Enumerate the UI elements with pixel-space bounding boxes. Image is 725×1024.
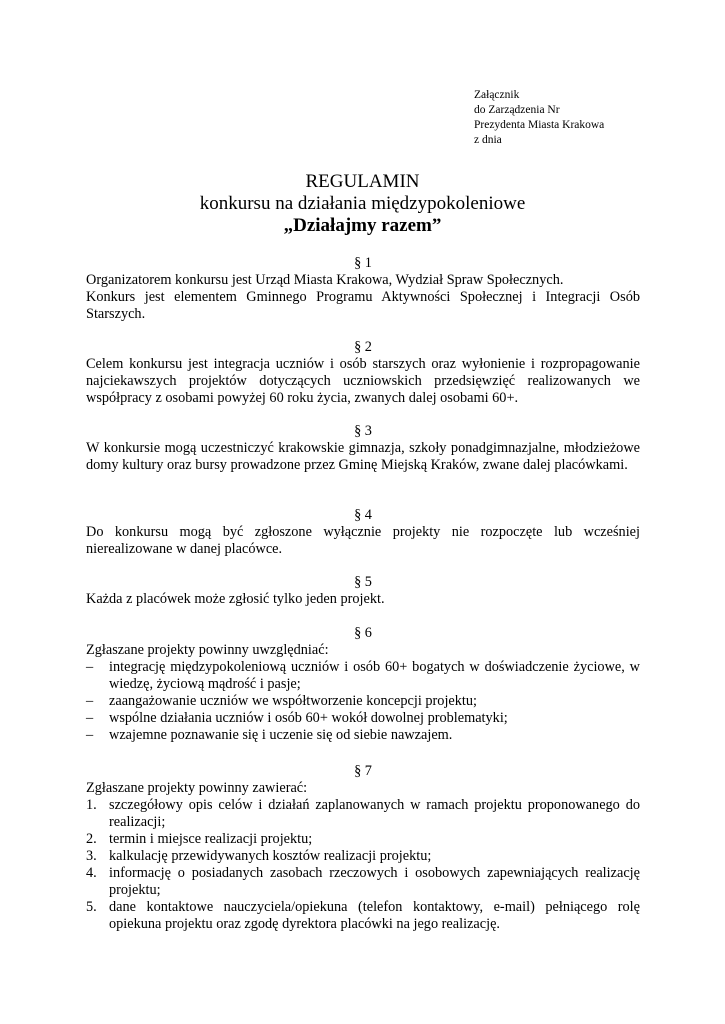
section-heading: § 6	[354, 625, 372, 641]
list-number: 5.	[86, 899, 97, 915]
paragraph: Każda z placówek może zgłosić tylko jeden projekt.	[86, 591, 385, 607]
paragraph: Konkurs jest elementem Gminnego Programu Aktywności Społecznej i Integracji Osób Starszych.	[86, 289, 640, 322]
annex-note	[474, 88, 704, 148]
section-heading: § 7	[354, 763, 372, 779]
list-number: 1.	[86, 797, 97, 813]
list-item	[86, 693, 640, 710]
annex-line: Prezydenta Miasta Krakowa	[474, 119, 605, 131]
section-2	[86, 339, 640, 407]
dash-bullet: –	[86, 659, 94, 675]
section-heading: § 5	[354, 574, 372, 590]
annex-line: Załącznik	[474, 89, 520, 101]
list-item	[86, 727, 640, 744]
list-item-text: szczegółowy opis celów i działań zaplanowanych w ramach projektu proponowanego do realizacji;	[109, 797, 640, 830]
section-7	[86, 763, 640, 933]
dash-bullet: –	[86, 727, 94, 743]
list-item	[86, 797, 640, 831]
paragraph: Celem konkursu jest integracja uczniów i osób starszych oraz wyłonienie i rozpropagowanie najciekawszych projektów dotyczących uczniowskich przedsięwzięć realizowanych we współpracy z osobami powyżej 60 roku życia, zwanych dalej osobami 60+.	[86, 356, 640, 406]
section-heading: § 1	[354, 255, 372, 271]
dash-bullet: –	[86, 693, 94, 709]
annex-line: do Zarządzenia Nr	[474, 104, 560, 116]
list-item-text: dane kontaktowe nauczyciela/opiekuna (telefon kontaktowy, e-mail) pełniącego rolę opiekuna projektu oraz zgodę dyrektora placówki na jego realizację.	[109, 899, 640, 932]
paragraph: Organizatorem konkursu jest Urząd Miasta Krakowa, Wydział Spraw Społecznych.	[86, 272, 564, 288]
list-item-text: wzajemne poznawanie się i uczenie się od siebie nawzajem.	[109, 727, 453, 743]
list-item	[86, 848, 640, 865]
section-5	[86, 574, 640, 608]
list-number: 4.	[86, 865, 97, 881]
document-subtitle: konkursu na działania międzypokoleniowe	[199, 193, 526, 214]
list-number: 3.	[86, 848, 97, 864]
list-item	[86, 899, 640, 933]
list-item-text: integrację międzypokoleniową uczniów i osób 60+ bogatych w doświadczenie życiowe, w wiedzę, życiową mądrość i pasje;	[109, 659, 640, 692]
title-block	[0, 171, 725, 237]
section-heading: § 3	[354, 423, 372, 439]
list-item	[86, 831, 640, 848]
document-title: REGULAMIN	[305, 171, 420, 192]
list-item-text: kalkulację przewidywanych kosztów realizacji projektu;	[109, 848, 432, 864]
list-number: 2.	[86, 831, 97, 847]
paragraph: Do konkursu mogą być zgłoszone wyłącznie projekty nie rozpoczęte lub wcześniej nierealizowane w danej placówce.	[86, 524, 640, 557]
section-heading: § 2	[354, 339, 372, 355]
list-item-text: informację o posiadanych zasobach rzeczowych i osobowych zapewniających realizację projektu;	[109, 865, 640, 898]
paragraph: W konkursie mogą uczestniczyć krakowskie gimnazja, szkoły ponadgimnazjalne, młodzieżowe domy kultury oraz bursy prowadzone przez Gminę Miejską Kraków, zwane dalej placówkami.	[86, 440, 640, 473]
list-intro: Zgłaszane projekty powinny zawierać:	[86, 780, 308, 796]
dash-bullet: –	[86, 710, 94, 726]
list-intro: Zgłaszane projekty powinny uwzględniać:	[86, 642, 329, 658]
bullet-list	[86, 659, 640, 744]
list-item	[86, 865, 640, 899]
section-1	[86, 255, 640, 323]
numbered-list	[86, 797, 640, 933]
section-4	[86, 507, 640, 558]
annex-line: z dnia	[474, 134, 502, 146]
list-item-text: wspólne działania uczniów i osób 60+ wokół dowolnej problematyki;	[109, 710, 508, 726]
section-6	[86, 625, 640, 744]
list-item	[86, 659, 640, 693]
list-item	[86, 710, 640, 727]
section-heading: § 4	[354, 507, 372, 523]
list-item-text: zaangażowanie uczniów we współtworzenie koncepcji projektu;	[109, 693, 477, 709]
list-item-text: termin i miejsce realizacji projektu;	[109, 831, 313, 847]
contest-name: „Działajmy razem”	[283, 215, 442, 236]
section-3	[86, 423, 640, 474]
